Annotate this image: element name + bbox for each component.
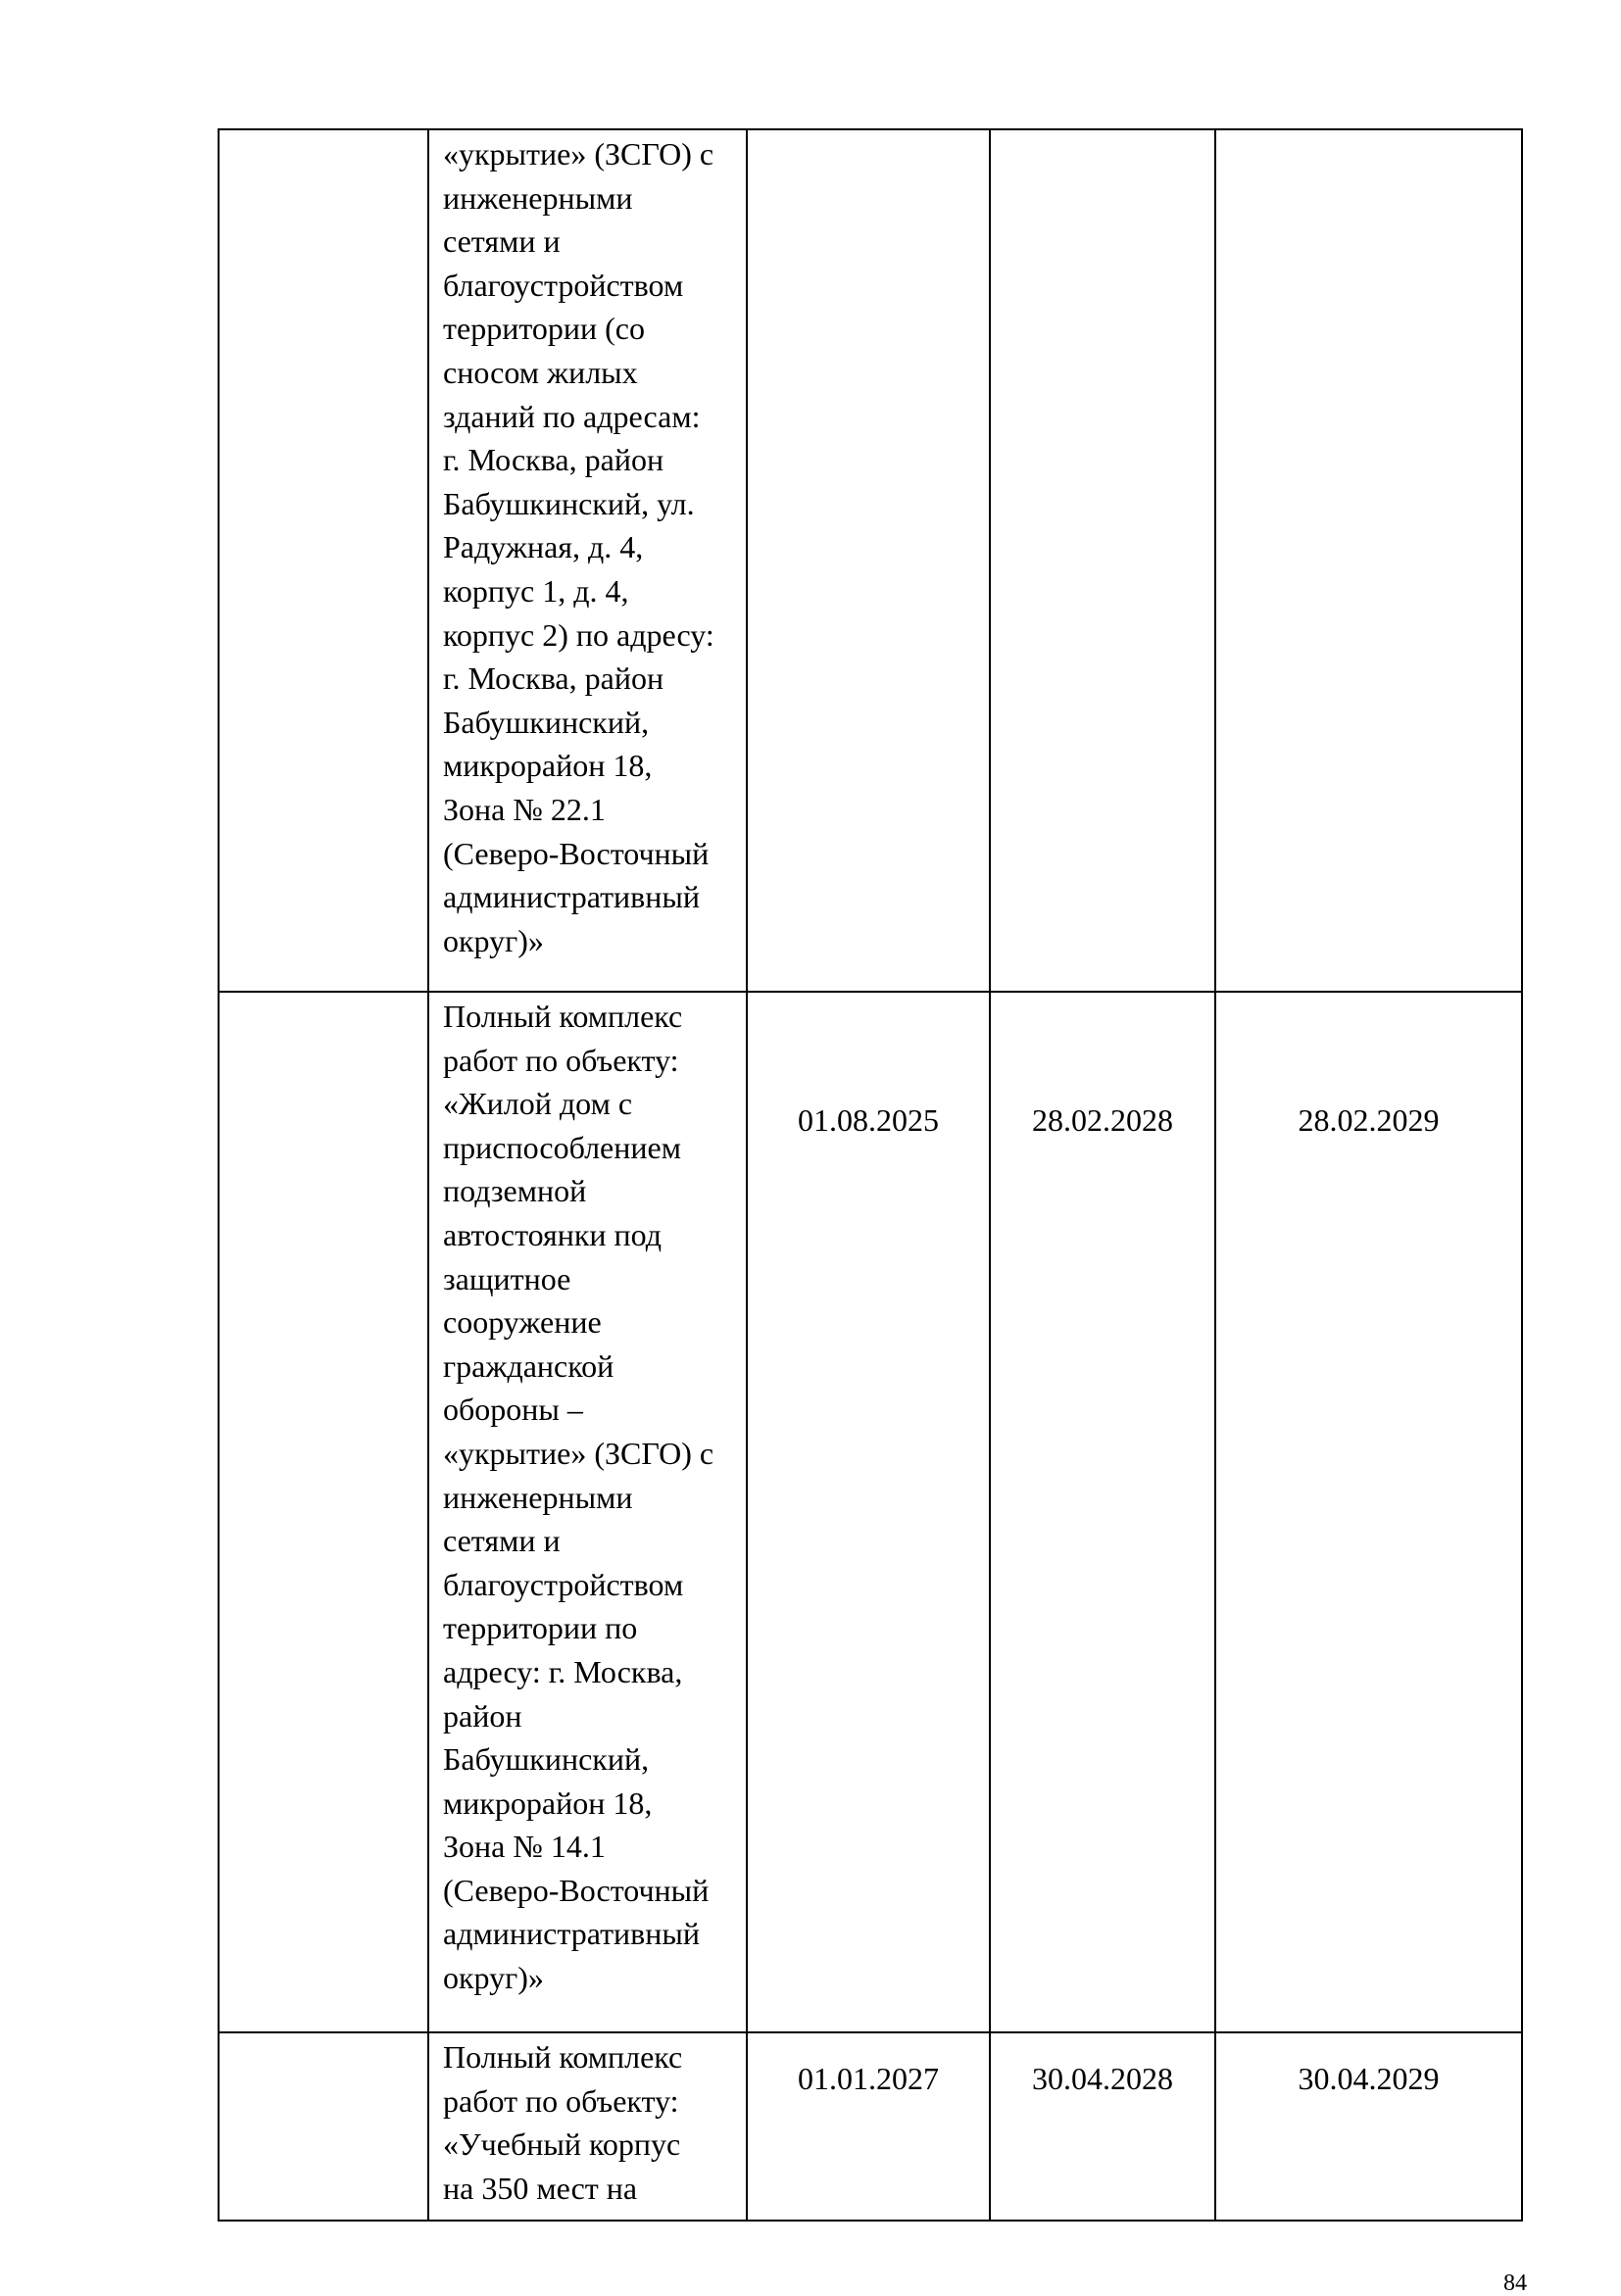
end-date-cell bbox=[1215, 129, 1522, 992]
description-text: Полный комплекс работ по объекту: «Учебный корпус на 350 мест на bbox=[443, 2039, 683, 2206]
description-cell bbox=[428, 992, 747, 2032]
start-date: 01.01.2027 bbox=[798, 2061, 939, 2096]
number-cell bbox=[219, 2032, 428, 2221]
start-date bbox=[748, 130, 989, 236]
schedule-table bbox=[218, 128, 1523, 2222]
end-date: 28.02.2029 bbox=[1298, 1102, 1440, 1138]
description-cell bbox=[428, 129, 747, 992]
table-row bbox=[219, 129, 1522, 992]
description-cell bbox=[428, 2032, 747, 2221]
description-text: Полный комплекс работ по объекту: «Жилой дом с приспособлением подземной автостоянки под защитное сооружение гражданской обороны – «укрытие» (ЗСГО) с инженерными сетями и благоустройством территории по адресу: г. Москва, район Бабушкинский, микрорайон 18, Зона № 14.1 (Северо-Восточный административный округ)» bbox=[443, 999, 714, 1996]
mid-date bbox=[991, 130, 1214, 236]
page-number: 84 bbox=[1503, 2271, 1527, 2296]
mid-date-cell bbox=[990, 992, 1215, 2032]
start-date-cell bbox=[747, 992, 990, 2032]
number-cell bbox=[219, 129, 428, 992]
start-date: 01.08.2025 bbox=[798, 1102, 939, 1138]
start-date-cell bbox=[747, 2032, 990, 2221]
description-text: «укрытие» (ЗСГО) с инженерными сетями и благоустройством территории (со сносом жилых зданий по адресам: г. Москва, район Бабушкинский, ул. Радужная, д. 4, корпус 1, д. 4, корпус 2) по адресу: г. Москва, район Бабушкинский, микрорайон 18, Зона № 22.1 (Северо-Восточный административный округ)» bbox=[443, 136, 714, 958]
mid-date: 28.02.2028 bbox=[1032, 1102, 1173, 1138]
number-cell bbox=[219, 992, 428, 2032]
mid-date-cell bbox=[990, 2032, 1215, 2221]
end-date-cell bbox=[1215, 2032, 1522, 2221]
table-row bbox=[219, 992, 1522, 2032]
mid-date-cell bbox=[990, 129, 1215, 992]
end-date: 30.04.2029 bbox=[1298, 2061, 1440, 2096]
end-date-cell bbox=[1215, 992, 1522, 2032]
start-date-cell bbox=[747, 129, 990, 992]
table-row bbox=[219, 2032, 1522, 2221]
end-date bbox=[1216, 130, 1521, 236]
mid-date: 30.04.2028 bbox=[1032, 2061, 1173, 2096]
